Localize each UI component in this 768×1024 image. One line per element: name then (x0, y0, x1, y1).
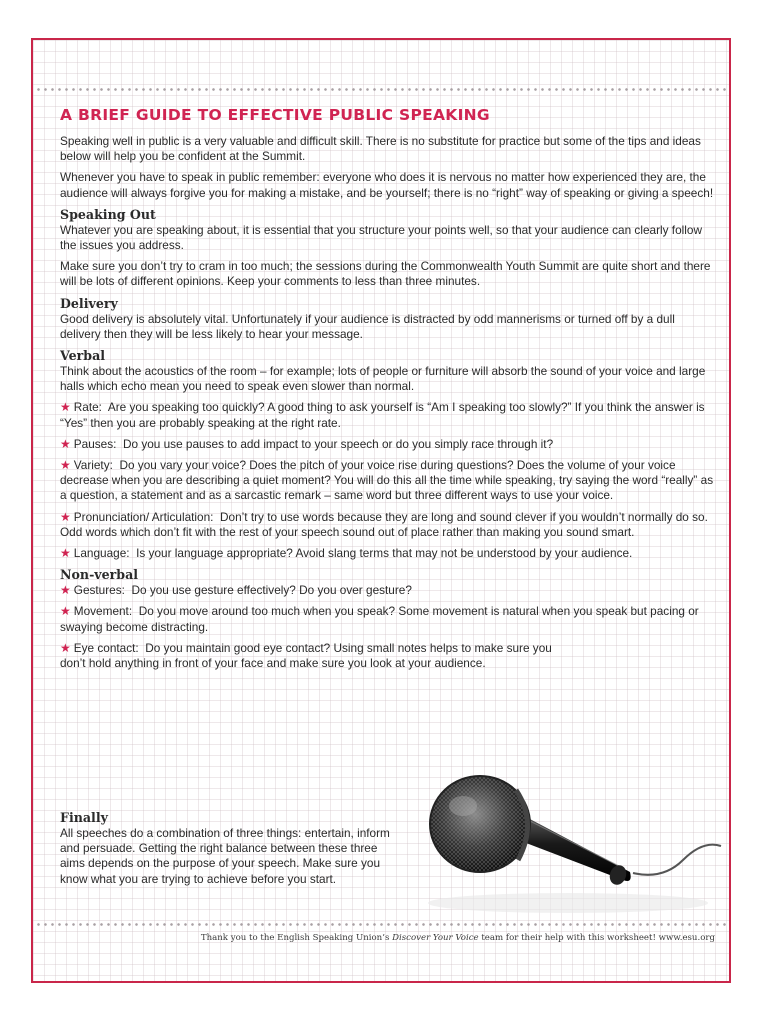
tip-text: Do you maintain good eye contact? Using small notes helps to make sure you don’t hold anything in front of your face and make sure you look at your audience. (60, 640, 552, 671)
footer-italic: Discover Your Voice (392, 933, 479, 943)
tip-variety (60, 458, 715, 504)
tip-text: Are you speaking too quickly? A good thing to ask yourself is “Am I speaking too slowly?” If you think the answer is “Yes” then you are probably speaking at the right rate. (60, 400, 705, 430)
tip-label: Language: (73, 546, 130, 561)
tip-rate (60, 400, 715, 430)
footer-link-text: team for their help with this worksheet! www.esu.org (478, 933, 715, 943)
main-content (60, 134, 715, 677)
worksheet-page (31, 38, 731, 983)
tip-language (60, 546, 715, 561)
star-icon: ★ (60, 458, 71, 473)
tip-text: Don’t try to use words because they are long and sound clever if you wouldn’t normally do so. Odd words which don’t fit with the rest of your speech sound out of place rather than making you sound smart. (60, 509, 708, 539)
speaking-out-paragraph-2: Make sure you don’t try to cram in too much; the sessions during the Commonwealth Youth Summit are quite short and there will be lots of different opinions. Keep your comments to less than three minutes. (60, 259, 711, 289)
intro-paragraph-1: Speaking well in public is a very valuable and difficult skill. There is no substitute for practice but some of the tips and ideas below will help you be confident at the Summit. (60, 134, 701, 164)
tip-label: Gestures: (73, 583, 125, 598)
finally-paragraph: All speeches do a combination of three things: entertain, inform and persuade. Getting the right balance between these three aims depends on the purpose of your speech. Make sure you know what you are trying to achieve before you start. (60, 826, 390, 886)
tip-pauses (60, 437, 715, 452)
tip-movement (60, 604, 715, 634)
star-icon: ★ (60, 400, 71, 415)
intro-paragraph-2: Whenever you have to speak in public remember: everyone who does it is nervous no matter how experienced they are, the audience will always forgive you for making a mistake, and be yourself; there is no “right” way of speaking or giving a speech! (60, 170, 714, 200)
nonverbal-heading: Non-verbal (60, 567, 139, 583)
star-icon: ★ (60, 436, 71, 451)
tip-label: Movement: (73, 604, 133, 619)
top-dotted-divider (35, 88, 727, 91)
delivery-heading: Delivery (60, 295, 118, 311)
tip-label: Eye contact: (73, 640, 139, 655)
footer-text: Thank you to the English Speaking Union’s (200, 933, 393, 943)
footer-credit (201, 933, 715, 943)
bottom-dotted-divider (35, 923, 727, 926)
microphone-icon (418, 768, 723, 918)
star-icon: ★ (60, 583, 71, 598)
page-title: A BRIEF GUIDE TO EFFECTIVE PUBLIC SPEAKING (60, 106, 490, 124)
tip-eye-contact (60, 641, 580, 671)
speaking-out-heading: Speaking Out (60, 206, 156, 222)
tip-label: Rate: (73, 400, 102, 415)
tip-text: Do you use gesture effectively? Do you over gesture? (131, 583, 412, 598)
star-icon: ★ (60, 640, 71, 655)
tip-label: Pronunciation/ Articulation: (73, 509, 214, 524)
tip-text: Do you use pauses to add impact to your speech or do you simply race through it? (122, 436, 554, 451)
verbal-paragraph: Think about the acoustics of the room – for example; lots of people or furniture will absorb the sound of your voice and large halls which echo mean you need to speak even slower than normal. (60, 364, 706, 394)
star-icon: ★ (60, 604, 71, 619)
tip-label: Variety: (73, 458, 113, 473)
tip-pronunciation (60, 510, 715, 540)
tip-gestures (60, 583, 715, 598)
tip-label: Pauses: (73, 436, 117, 451)
speaking-out-paragraph-1: Whatever you are speaking about, it is essential that you structure your points well, so that your audience can clearly follow the issues you address. (60, 222, 702, 253)
delivery-paragraph: Good delivery is absolutely vital. Unfortunately if your audience is distracted by odd mannerisms or turned off by a dull delivery then they will be less likely to hear your message. (60, 311, 675, 341)
tip-text: Do you vary your voice? Does the pitch of your voice rise during questions? Does the volume of your voice decrease when you are describing a quiet moment? You will do this all the time while speaking, try saying the word “really” as a question, a statement and as a sarcastic remark – same word but three different ways to use your voice. (60, 458, 714, 503)
tip-text: Is your language appropriate? Avoid slang terms that may not be understood by your audience. (136, 546, 633, 561)
verbal-heading: Verbal (60, 348, 106, 364)
finally-heading: Finally (60, 810, 108, 825)
finally-section (60, 810, 390, 887)
star-icon: ★ (60, 509, 71, 524)
star-icon: ★ (60, 546, 71, 561)
tip-text: Do you move around too much when you speak? Some movement is natural when you speak but pacing or swaying become distracting. (60, 604, 699, 634)
